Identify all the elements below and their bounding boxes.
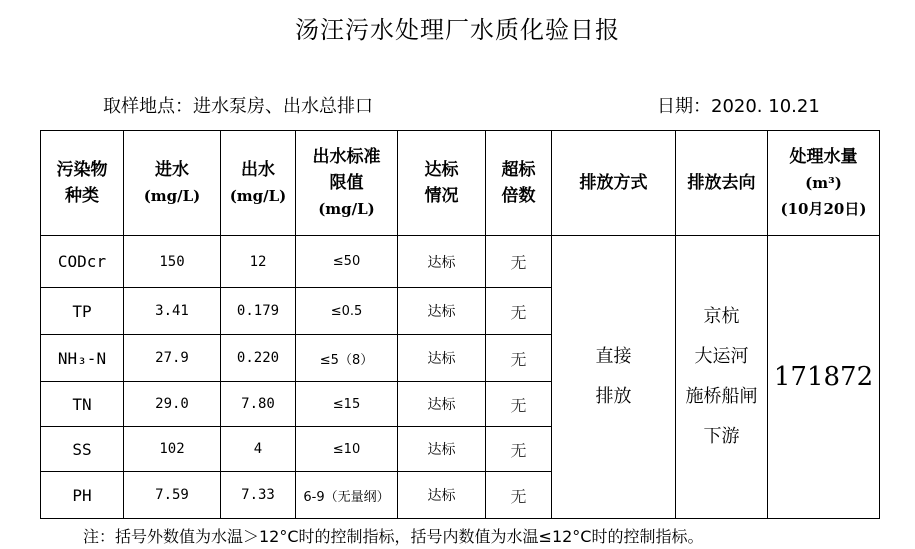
standard-limit: ≤0.5 [296, 288, 398, 335]
exceed-multiple: 无 [486, 427, 552, 472]
exceed-multiple: 无 [486, 472, 552, 519]
standard-limit: ≤5（8） [296, 335, 398, 382]
effluent-value: 0.220 [221, 335, 296, 382]
compliance-status: 达标 [398, 335, 486, 382]
compliance-status: 达标 [398, 382, 486, 427]
influent-value: 102 [124, 427, 221, 472]
pollutant-type: NH₃-N [41, 335, 124, 382]
header-row [41, 131, 880, 236]
treated-volume: 171872 [768, 236, 880, 519]
standard-limit: ≤10 [296, 427, 398, 472]
header-influent: 进水 (mg/L) [124, 131, 221, 236]
pollutant-type: TP [41, 288, 124, 335]
exceed-multiple: 无 [486, 335, 552, 382]
effluent-value: 4 [221, 427, 296, 472]
water-quality-table [40, 130, 880, 519]
discharge-mode: 直接 排放 [552, 236, 676, 519]
pollutant-type: SS [41, 427, 124, 472]
pollutant-type: TN [41, 382, 124, 427]
effluent-value: 7.33 [221, 472, 296, 519]
header-standard-limit: 出水标准 限值 (mg/L) [296, 131, 398, 236]
exceed-multiple: 无 [486, 288, 552, 335]
compliance-status: 达标 [398, 236, 486, 288]
pollutant-type: PH [41, 472, 124, 519]
header-pollutant-type: 污染物 种类 [41, 131, 124, 236]
standard-limit: 6-9（无量纲） [296, 472, 398, 519]
sampling-location: 取样地点：进水泵房、出水总排口 [103, 96, 373, 117]
exceed-multiple: 无 [486, 236, 552, 288]
table-row [41, 236, 880, 288]
header-effluent: 出水 (mg/L) [221, 131, 296, 236]
footnote: 注：括号外数值为水温＞12°C时的控制指标，括号内数值为水温≤12°C时的控制指标。 [83, 527, 704, 546]
compliance-status: 达标 [398, 427, 486, 472]
standard-limit: ≤15 [296, 382, 398, 427]
report-date: 日期：2020. 10.21 [657, 96, 820, 117]
header-compliance: 达标 情况 [398, 131, 486, 236]
pollutant-type: CODcr [41, 236, 124, 288]
header-exceed-multiple: 超标 倍数 [486, 131, 552, 236]
influent-value: 3.41 [124, 288, 221, 335]
exceed-multiple: 无 [486, 382, 552, 427]
header-treated-volume: 处理水量 (m³) (10月20日) [768, 131, 880, 236]
influent-value: 7.59 [124, 472, 221, 519]
influent-value: 27.9 [124, 335, 221, 382]
header-discharge-destination: 排放去向 [676, 131, 768, 236]
effluent-value: 12 [221, 236, 296, 288]
effluent-value: 7.80 [221, 382, 296, 427]
standard-limit: ≤50 [296, 236, 398, 288]
compliance-status: 达标 [398, 288, 486, 335]
discharge-destination: 京杭 大运河 施桥船闸 下游 [676, 236, 768, 519]
compliance-status: 达标 [398, 472, 486, 519]
report-title: 汤汪污水处理厂水质化验日报 [295, 16, 620, 44]
influent-value: 29.0 [124, 382, 221, 427]
influent-value: 150 [124, 236, 221, 288]
header-discharge-mode: 排放方式 [552, 131, 676, 236]
effluent-value: 0.179 [221, 288, 296, 335]
